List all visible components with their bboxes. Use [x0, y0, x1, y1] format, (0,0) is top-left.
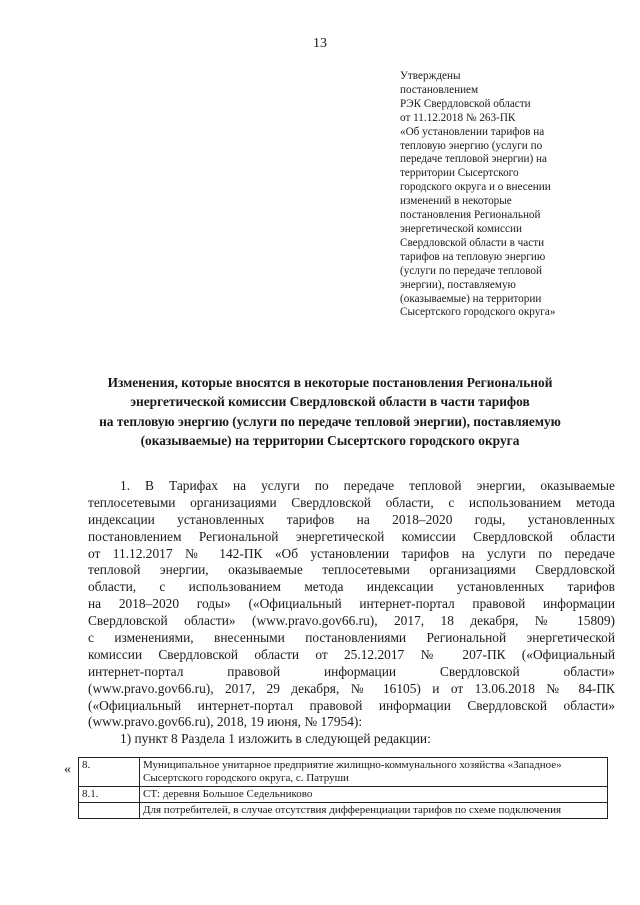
body-paragraph	[88, 478, 615, 748]
body-line: (www.pravo.gov66.ru), 2017, 29 декабря, № 16105) и от 13.06.2018 № 84-ПК	[88, 680, 615, 696]
quote-open-mark: «	[64, 762, 71, 777]
table-row	[79, 787, 608, 803]
page-number: 13	[313, 36, 327, 51]
tariff-table	[78, 757, 608, 819]
approval-line: Сысертского городского округа»	[400, 306, 556, 319]
body-line: интернет-портал правовой информации Свердловской области»	[88, 663, 615, 679]
approval-line: (услуги по передаче тепловой	[400, 264, 542, 277]
approval-block	[400, 70, 625, 320]
approval-line: РЭК Свердловской области	[400, 97, 531, 110]
body-line: Свердловской области» (www.pravo.gov66.ru), 2017, 18 декабря, № 15809)	[88, 613, 615, 629]
heading-line: (оказываемые) на территории Сысертского городского округа	[140, 432, 520, 448]
table-cell-text: СТ: деревня Большое Седельниково	[140, 787, 608, 803]
body-line: области, с использованием метода индексации установленных тарифов	[88, 579, 615, 595]
approval-line: Утверждены	[400, 70, 461, 82]
approval-line: передаче тепловой энергии) на	[400, 153, 547, 166]
table-cell-text: Муниципальное унитарное предприятие жилищно-коммунального хозяйства «Западное» Сысертского городского округа, с. Патруши	[140, 758, 608, 787]
body-line: («Официальный интернет-портал правовой информации Свердловской области»	[88, 697, 615, 713]
approval-line: городского округа и о внесении	[400, 181, 551, 194]
body-line: комиссии Свердловской области от 25.12.2017 № 207-ПК («Официальный	[88, 646, 615, 662]
heading-line: энергетической комиссии Свердловской области в части тарифов	[130, 394, 530, 410]
table-cell-text: Для потребителей, в случае отсутствия дифференциации тарифов по схеме подключения	[140, 803, 608, 819]
body-line: постановлением Региональной энергетической комиссии Свердловской области	[88, 528, 615, 544]
heading-line: на тепловую энергию (услуги по передаче тепловой энергии), поставляемую	[99, 413, 561, 429]
approval-line: Свердловской области в части	[400, 236, 545, 249]
body-line: 1. В Тарифах на услуги по передаче тепловой энергии, оказываемые	[120, 478, 615, 493]
body-line: на 2018–2020 годы» («Официальный интернет-портал правовой информации	[88, 596, 615, 612]
subitem-line: 1) пункт 8 Раздела 1 изложить в следующей редакции:	[120, 731, 431, 747]
body-line: тепловой энергии, оказываемые теплосетевыми организациями Свердловской	[88, 562, 615, 578]
table-cell-number: 8.	[79, 758, 140, 787]
body-line: теплосетевыми организациями Свердловской области, с использованием метода	[88, 494, 615, 510]
approval-line: постановлением	[400, 83, 479, 96]
body-line: индексации установленных тарифов на 2018–2020 годы, установленных	[88, 511, 615, 527]
approval-line: «Об установлении тарифов на	[400, 125, 545, 138]
body-line: с изменениями, внесенными постановлениями Региональной энергетической	[88, 630, 615, 646]
table-row	[79, 758, 608, 787]
table-row	[79, 803, 608, 819]
approval-line: изменений в некоторые	[400, 195, 512, 208]
approval-line: территории Сысертского	[400, 167, 519, 180]
document-heading	[60, 373, 600, 450]
approval-line: от 11.12.2018 № 263-ПК	[400, 111, 516, 124]
body-line: (www.pravo.gov66.ru), 2018, 19 июня, № 17954):	[88, 714, 363, 730]
table-cell-number	[79, 803, 140, 819]
approval-line: энергии), поставляемую	[400, 278, 516, 291]
approval-line: постановления Региональной	[400, 209, 541, 222]
heading-line: Изменения, которые вносятся в некоторые постановления Региональной	[107, 375, 553, 390]
approval-line: (оказываемые) на территории	[400, 292, 542, 305]
approval-line: тепловую энергию (услуги по	[400, 139, 543, 152]
approval-line: энергетической комиссии	[400, 222, 522, 235]
table-cell-number: 8.1.	[79, 787, 140, 803]
body-line: от 11.12.2017 № 142-ПК «Об установлении тарифов на услуги по передаче	[88, 545, 615, 561]
approval-line: тарифов на тепловую энергию	[400, 250, 546, 263]
